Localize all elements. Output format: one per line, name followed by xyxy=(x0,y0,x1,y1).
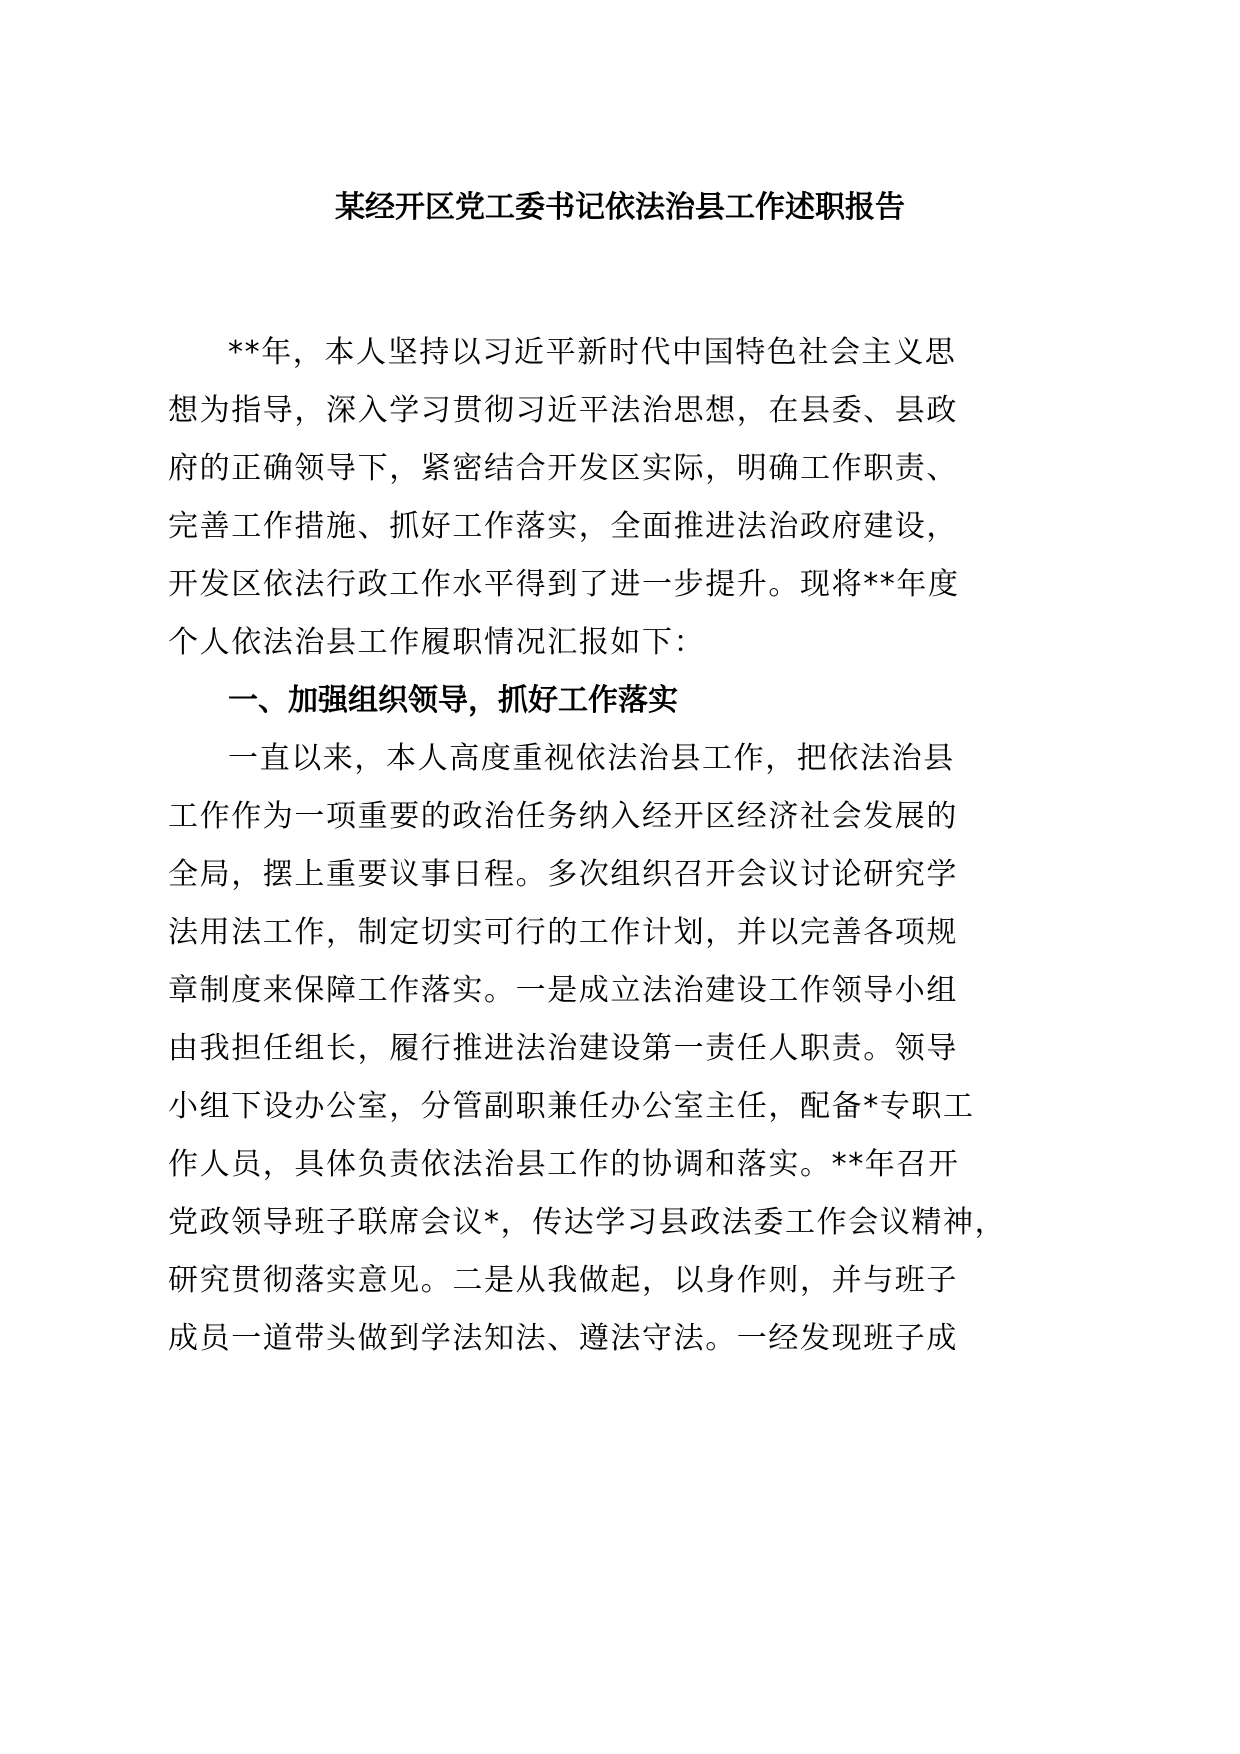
paragraph-line: 由我担任组长，履行推进法治建设第一责任人职责。领导 xyxy=(168,1031,958,1066)
paragraph-line: 研究贯彻落实意见。二是从我做起，以身作则，并与班子 xyxy=(168,1263,958,1298)
paragraph-line: 完善工作措施、抓好工作落实，全面推进法治政府建设， xyxy=(168,509,958,544)
paragraph-line: 想为指导，深入学习贯彻习近平法治思想，在县委、县政 xyxy=(168,393,958,428)
paragraph-line: 个人依法治县工作履职情况汇报如下： xyxy=(168,625,706,660)
paragraph-line: 作人员，具体负责依法治县工作的协调和落实。**年召开 xyxy=(168,1147,960,1182)
paragraph-line: **年，本人坚持以习近平新时代中国特色社会主义思 xyxy=(228,335,957,370)
section-1-paragraph xyxy=(168,730,1007,1368)
paragraph-line: 全局，摆上重要议事日程。多次组织召开会议讨论研究学 xyxy=(168,857,958,892)
section-heading: 一、加强组织领导，抓好工作落实 xyxy=(228,683,678,718)
paragraph-line: 府的正确领导下，紧密结合开发区实际，明确工作职责、 xyxy=(168,451,958,486)
paragraph-line: 小组下设办公室，分管副职兼任办公室主任，配备*专职工 xyxy=(168,1089,975,1124)
paragraph-line: 工作作为一项重要的政治任务纳入经开区经济社会发展的 xyxy=(168,799,958,834)
intro-paragraph xyxy=(168,324,958,672)
paragraph-line: 章制度来保障工作落实。一是成立法治建设工作领导小组 xyxy=(168,973,958,1008)
document-body xyxy=(168,324,1007,1368)
paragraph-line: 一直以来，本人高度重视依法治县工作，把依法治县 xyxy=(228,741,955,776)
paragraph-line: 开发区依法行政工作水平得到了进一步提升。现将**年度 xyxy=(168,567,960,602)
paragraph-line: 党政领导班子联席会议*，传达学习县政法委工作会议精神， xyxy=(168,1205,1007,1240)
paragraph-line: 成员一道带头做到学法知法、遵法守法。一经发现班子成 xyxy=(168,1321,958,1356)
paragraph-line: 法用法工作，制定切实可行的工作计划，并以完善各项规 xyxy=(168,915,958,950)
document-title: 某经开区党工委书记依法治县工作述职报告 xyxy=(335,190,905,225)
